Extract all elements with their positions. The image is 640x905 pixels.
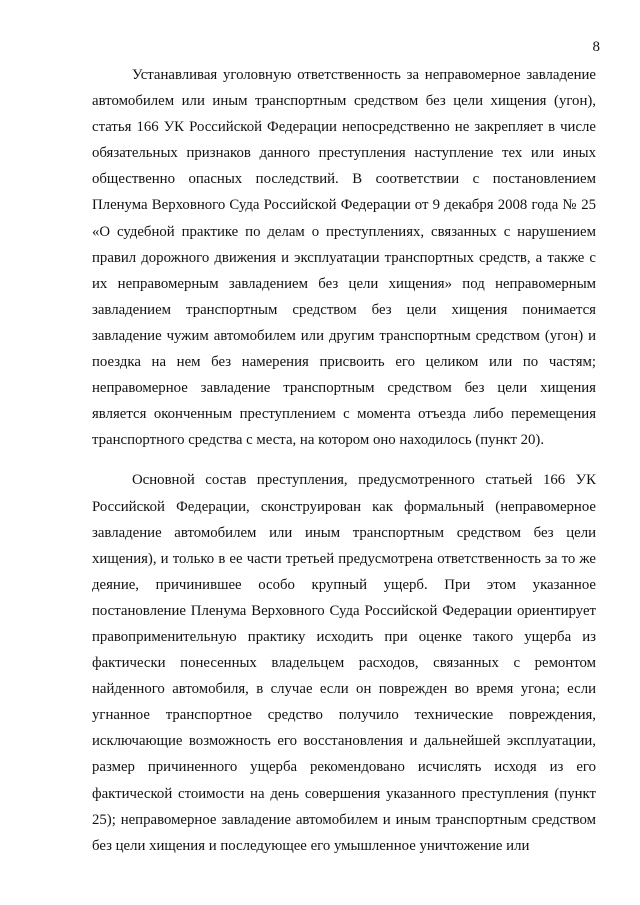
document-body bbox=[92, 62, 596, 859]
paragraph-1: Устанавливая уголовную ответственность за неправомерное завладение автомобилем или иным транспортным средством без цели хищения (угон), статья 166 УК Российской Федерации непосредственно не закрепляет в числе обязательных признаков данного преступления наступление тех или иных общественно опасных последствий. В соответствии с постановлением Пленума Верховного Суда Российской Федерации от 9 декабря 2008 года № 25 «О судебной практике по делам о преступлениях, связанных с нарушением правил дорожного движения и эксплуатации транспортных средств, а также с их неправомерным завладением без цели хищения» под неправомерным завладением транспортным средством без цели хищения понимается завладение чужим автомобилем или другим транспортным средством (угон) и поездка на нем без намерения присвоить его целиком или по частям; неправомерное завладение транспортным средством без цели хищения является оконченным преступлением с момента отъезда либо перемещения транспортного средства с места, на котором оно находилось (пункт 20). bbox=[92, 67, 596, 449]
paragraph-2: Основной состав преступления, предусмотренного статьей 166 УК Российской Федерации, сконструирован как формальный (неправомерное завладение автомобилем или иным транспортным средством без цели хищения), и только в ее части третьей предусмотрена ответственность за то же деяние, причинившее особо крупный ущерб. При этом указанное постановление Пленума Верховного Суда Российской Федерации ориентирует правоприменительную практику исходить при оценке такого ущерба из фактически понесенных владельцем расходов, связанных с ремонтом найденного автомобиля, в случае если он поврежден во время угона; если угнанное транспортное средство получило технические повреждения, исключающие возможность его восстановления и дальнейшей эксплуатации, размер причиненного ущерба рекомендовано исчислять исходя из его фактической стоимости на день совершения указанного преступления (пункт 25); неправомерное завладение автомобилем и иным транспортным средством без цели хищения и последующее его умышленное уничтожение или bbox=[92, 472, 596, 854]
page-number: 8 bbox=[592, 39, 600, 55]
